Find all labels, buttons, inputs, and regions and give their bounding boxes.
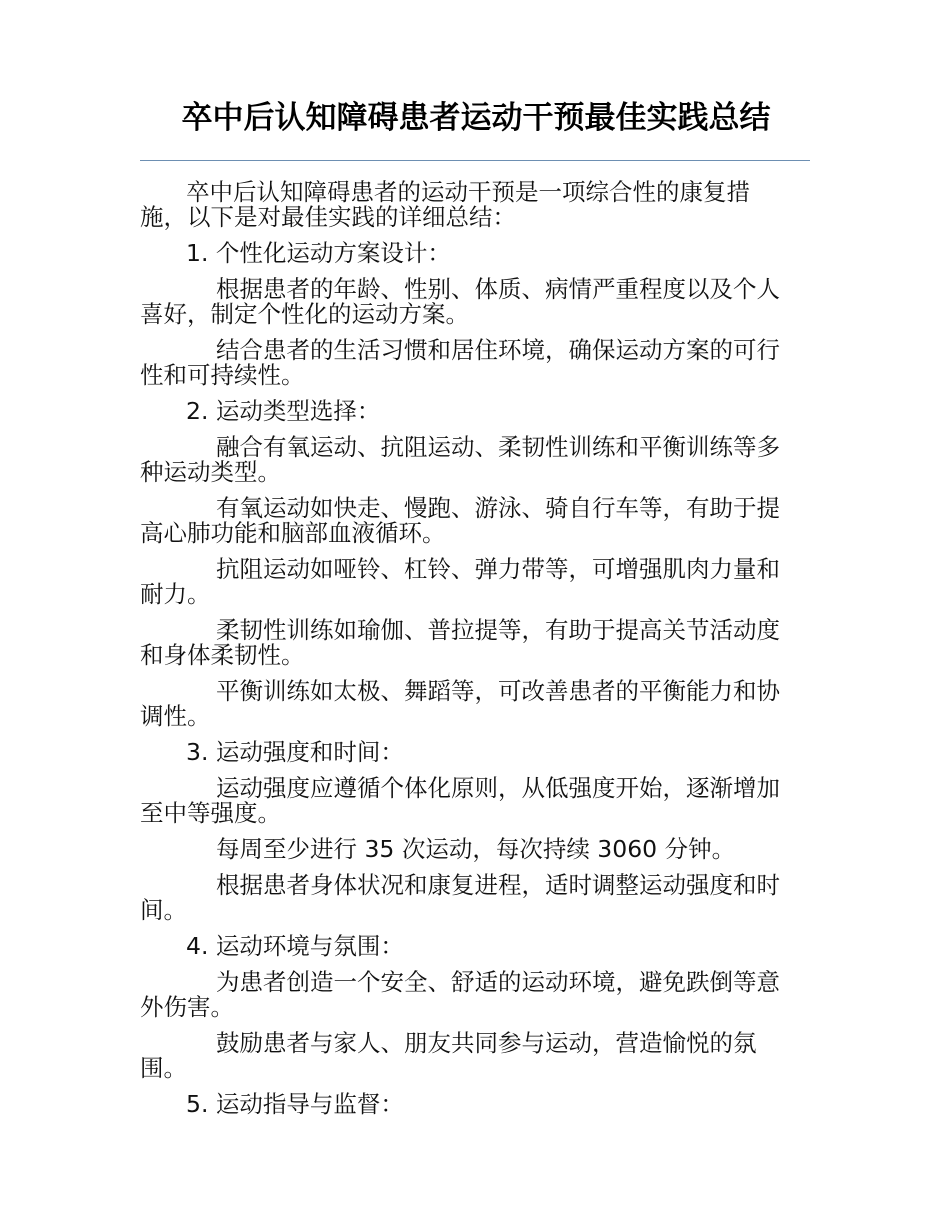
section-4-item-1: 为患者创造一个安全、舒适的运动环境，避免跌倒等意外伤害。 xyxy=(140,968,780,1021)
document-body xyxy=(140,180,792,1128)
section-2-item-3: 抗阻运动如哑铃、杠铃、弹力带等，可增强肌肉力量和耐力。 xyxy=(140,555,780,608)
section-heading-3: 3. 运动强度和时间： xyxy=(186,738,404,766)
intro-paragraph: 卒中后认知障碍患者的运动干预是一项综合性的康复措施，以下是对最佳实践的详细总结： xyxy=(140,178,750,231)
section-2-item-4: 柔韧性训练如瑜伽、普拉提等，有助于提高关节活动度和身体柔韧性。 xyxy=(140,616,780,669)
section-heading-4: 4. 运动环境与氛围： xyxy=(186,932,404,960)
section-1-item-1: 根据患者的年龄、性别、体质、病情严重程度以及个人喜好，制定个性化的运动方案。 xyxy=(140,275,780,328)
section-4-item-2: 鼓励患者与家人、朋友共同参与运动，营造愉悦的氛围。 xyxy=(140,1029,757,1082)
section-heading-5: 5. 运动指导与监督： xyxy=(186,1090,404,1118)
section-2-item-5: 平衡训练如太极、舞蹈等，可改善患者的平衡能力和协调性。 xyxy=(140,677,780,730)
section-2-item-2: 有氧运动如快走、慢跑、游泳、骑自行车等，有助于提高心肺功能和脑部血液循环。 xyxy=(140,494,780,547)
section-3-item-1: 运动强度应遵循个体化原则，从低强度开始，逐渐增加至中等强度。 xyxy=(140,774,780,827)
section-heading-2: 2. 运动类型选择： xyxy=(186,397,381,425)
section-1-item-2: 结合患者的生活习惯和居住环境，确保运动方案的可行性和可持续性。 xyxy=(140,336,780,389)
section-3-item-3: 根据患者身体状况和康复进程，适时调整运动强度和时间。 xyxy=(140,871,780,924)
document-title: 卒中后认知障碍患者运动干预最佳实践总结 xyxy=(181,100,771,136)
section-2-item-1: 融合有氧运动、抗阻运动、柔韧性训练和平衡训练等多种运动类型。 xyxy=(140,433,780,486)
section-3-item-2: 每周至少进行 35 次运动，每次持续 3060 分钟。 xyxy=(216,835,736,863)
title-underline xyxy=(140,160,810,161)
section-heading-1: 1. 个性化运动方案设计： xyxy=(186,239,451,267)
